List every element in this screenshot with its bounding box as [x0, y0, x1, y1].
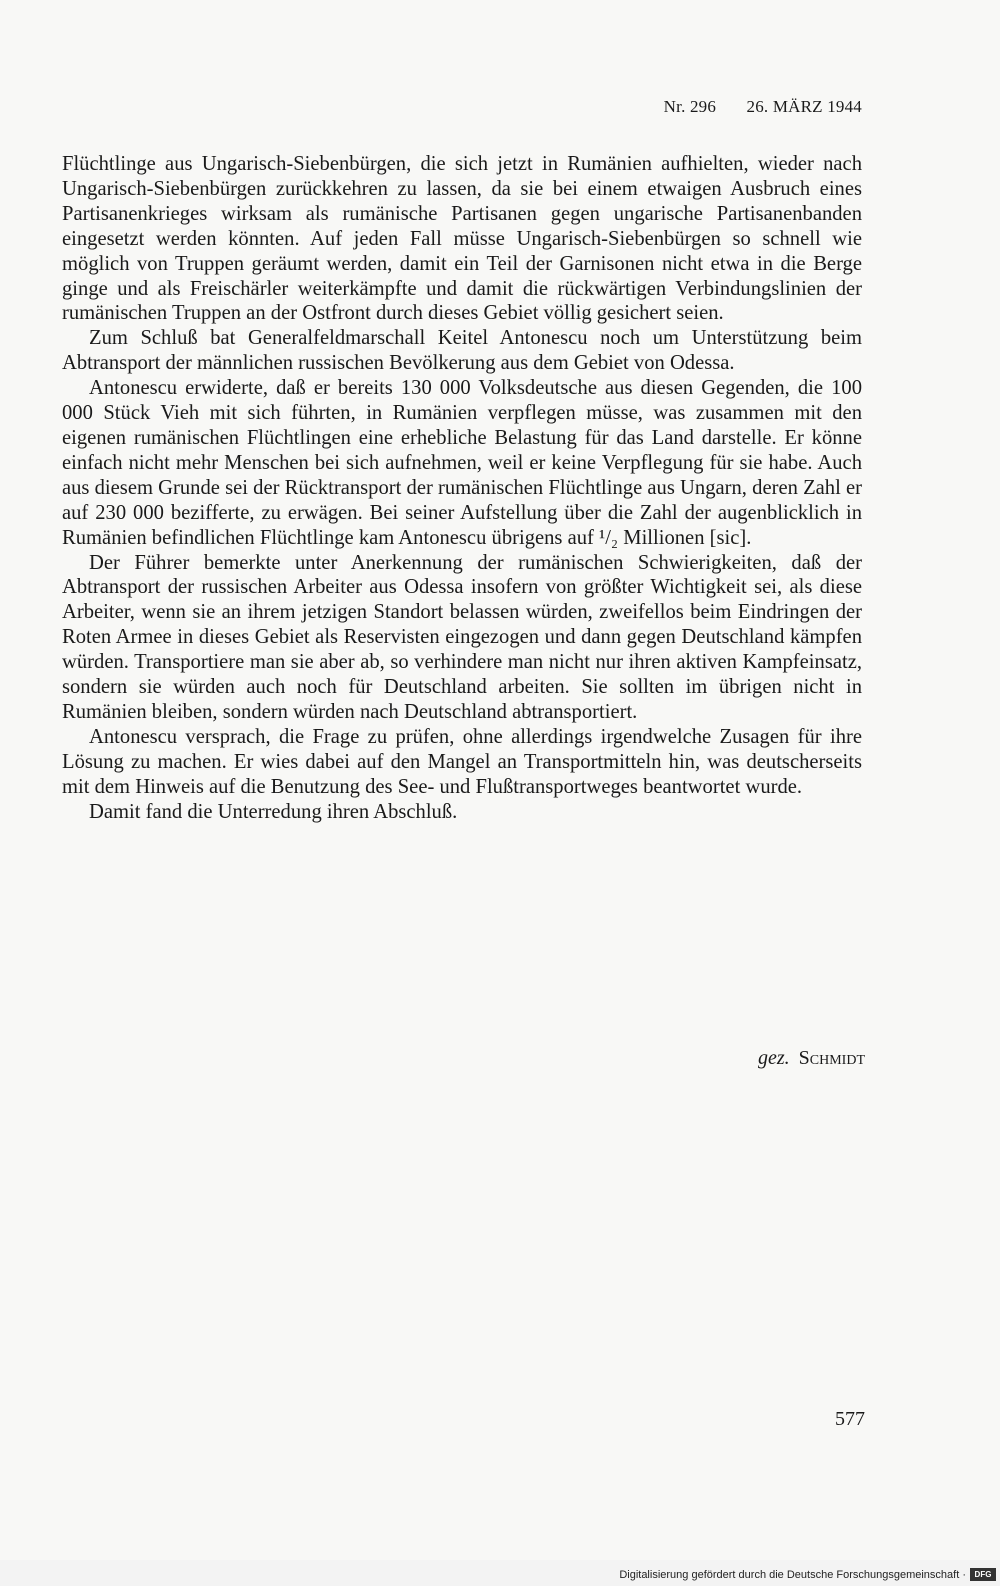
paragraph-2: Zum Schluß bat Generalfeldmarschall Keitel Antonescu noch um Unterstützung beim Abtransport der männlichen russischen Bevölkerung aus dem Gebiet von Odessa. — [62, 327, 862, 375]
document-date: 26. MÄRZ 1944 — [746, 97, 862, 116]
footer-credit: Digitalisierung gefördert durch die Deutsche Forschungsgemeinschaft · — [619, 1569, 966, 1581]
paragraph-4: Der Führer bemerkte unter Anerkennung der rumänischen Schwierigkeiten, daß der Abtransport der russischen Arbeiter aus Odessa insofern von größter Wichtigkeit sei, als diese Arbeiter, wenn sie an ihrem jetzigen Standort belassen würden, zweifellos beim Eindringen der Roten Armee in dieses Gebiet als Reservisten eingezogen und dann gegen Deutschland kämpfen würden. Transportiere man sie aber ab, so verhindere man nicht nur ihren aktiven Kampfeinsatz, sondern sie würden auch noch für Deutschland arbeiten. Sie sollten im übrigen nicht in Rumänien bleiben, sondern würden nach Deutschland abtransportiert. — [62, 551, 862, 723]
paragraph-5: Antonescu versprach, die Frage zu prüfen, ohne allerdings irgendwelche Zusagen für ihre Lösung zu machen. Er wies dabei auf den Mangel an Transportmitteln hin, was deutscherseits mit dem Hinweis auf die Benutzung des See- und Flußtransportweges beantwortet wurde. — [62, 725, 862, 798]
running-head — [664, 97, 862, 117]
paragraph-3: Antonescu erwiderte, daß er bereits 130 000 Volksdeutsche aus diesen Gegenden, die 100 000 Stück Vieh mit sich führten, in Rumänien verpflegen müsse, was zusammen mit den eigenen rumänischen Flüchtlingen eine erhebliche Belastung für das Land darstelle. Er könne einfach nicht mehr Menschen bei sich aufnehmen, weil er keine Verpflegung für sie habe. Auch aus diesem Grunde sei der Rücktransport der rumänischen Flüchtlinge aus Ungarn, deren Zahl er auf 230 000 bezifferte, zu erwägen. Bei seiner Aufstellung über die Zahl der augenblicklich in Rumänien befindlichen Flüchtlinge kam Antonescu übrigens auf ¹/₂ Millionen [sic]. — [62, 377, 862, 549]
paragraph-1: Flüchtlinge aus Ungarisch-Siebenbürgen, die sich jetzt in Rumänien aufhielten, wieder nach Ungarisch-Siebenbürgen zurückkehren zu lassen, da sie bei einem etwaigen Ausbruch eines Partisanenkrieges wirksam als rumänische Partisanen gegen ungarische Partisanenbanden eingesetzt werden könnten. Auf jeden Fall müsse Ungarisch-Siebenbürgen so schnell wie möglich von Truppen geräumt werden, damit ein Teil der Garnisonen nicht etwa in die Berge ginge und als Freischärler weiterkämpfte und damit die rückwärtigen Verbindungslinien der rumänischen Truppen an der Ostfront durch dieses Gebiet völlig gesichert seien. — [62, 153, 862, 325]
page-number: 577 — [835, 1408, 865, 1430]
paragraph-6: Damit fand die Unterredung ihren Abschluß. — [89, 800, 458, 823]
signature — [758, 1047, 865, 1070]
document-number: Nr. 296 — [663, 97, 717, 116]
body-text — [62, 152, 862, 824]
signature-prefix: gez. — [757, 1047, 790, 1069]
signature-name: Schmidt — [798, 1047, 865, 1069]
dfg-logo-icon: DFG — [970, 1568, 996, 1581]
